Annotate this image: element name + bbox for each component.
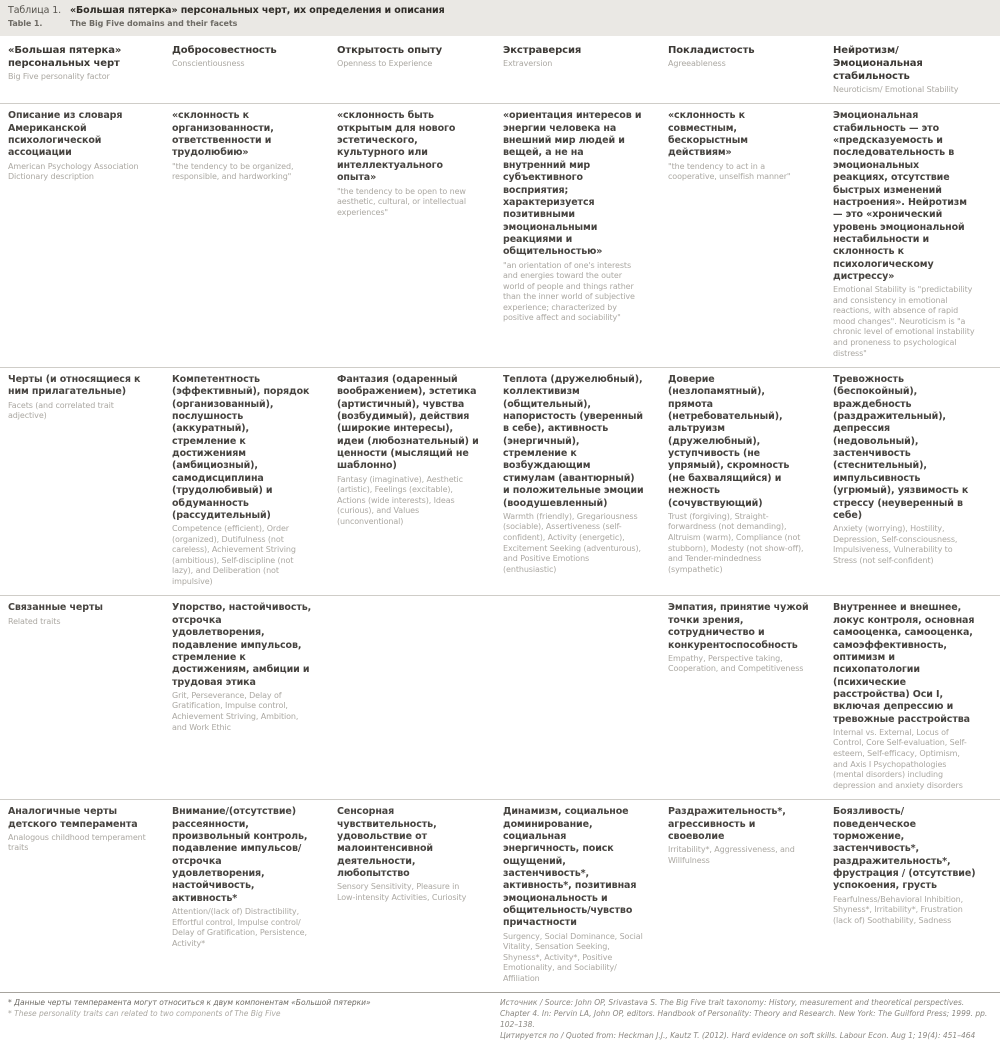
- row-label-ru: Описание из словаря Американской психологической ассоциации: [8, 110, 123, 159]
- cell-en: Irritability*, Aggressiveness, and Willfulness: [668, 845, 795, 865]
- caption-ru: [8, 5, 990, 17]
- cell-ru: Раздражительность*, агрессивность и своеволие: [668, 806, 786, 842]
- cell-en: Sensory Sensitivity, Pleasure in Low-intensity Activities, Curiosity: [337, 882, 467, 902]
- cell-ru: Внимание/(отсутствие) рассеянности, произвольный контроль, подавление импульсов/отсрочка удовлетворения, настойчивость, активность*: [172, 806, 308, 904]
- column-header-extraversion: [495, 44, 660, 100]
- footnote-en: * These personality traits can related to two components of The Big Five: [8, 1009, 281, 1019]
- cell-en: Trust (forgiving), Straight-forwardness (not demanding), Altruism (warm), Compliance (not stubborn), Modesty (not show-off), and Tender-mindedness (sympathetic): [668, 511, 804, 574]
- cell-ru: Сенсорная чувствительность, удовольствие от малоинтенсивной деятельности, любопытство: [337, 806, 437, 879]
- row-dictionary-description: [0, 103, 1000, 367]
- row-label-ru: Аналогичные черты детского темперамента: [8, 806, 138, 830]
- cell-ru: Компетентность (эффективный), порядок (организованный), послушность (аккуратный), стремление к достижениям (амбициозный), самодисциплина (трудолюбивый) и обдуманность (рассудительный): [172, 374, 310, 521]
- cell-en: Fantasy (imaginative), Aesthetic (artistic), Feelings (excitable), Actions (wide interests), Ideas (curious), and Values (unconventional): [337, 474, 463, 527]
- cell-ru: «склонность к организованности, ответственности и трудолюбию»: [172, 110, 274, 159]
- cell-ru: Доверие (незлопамятный), прямота (нетребовательный), альтруизм (дружелюбный), уступчивость (не упрямый), скромность (не бахвалящийся) и нежность (сочувствующий): [668, 374, 790, 509]
- cell-en: Anxiety (worrying), Hostility, Depression, Self-consciousness, Impulsiveness, Vulnerability to Stress (not self-confident): [833, 524, 958, 565]
- cell-ru: Динамизм, социальное доминирование, социальная энергичность, поиск ощущений, застенчивость*, активность*, позитивная эмоциональность и общительность/чувство причастности: [503, 806, 637, 929]
- cell-desc-conscientiousness: [164, 110, 329, 363]
- row-label-en: Related traits: [8, 616, 61, 626]
- cell-facets-agreeableness: [660, 374, 825, 591]
- column-header-ru: Открытость опыту: [337, 44, 443, 56]
- row-label-ru: Связанные черты: [8, 602, 103, 614]
- caption-en: [8, 19, 990, 30]
- column-header-conscientiousness: [164, 44, 329, 100]
- cell-en: Emotional Stability is "predictability and consistency in emotional reactions, with absence of rapid mood changes". Neuroticism is "a chronic level of emotional instability and proneness to psychological distress": [833, 285, 975, 358]
- column-header-en: Agreeableness: [668, 58, 726, 68]
- cell-childhood-agreeableness: [660, 806, 825, 988]
- cell-related-agreeableness: [660, 602, 825, 795]
- column-header-factor: [0, 44, 164, 100]
- cell-en: Fearfulness/Behavioral Inhibition, Shyness*, Irritability*, Frustration (lack of) Soothability, Sadness: [833, 894, 964, 925]
- big-five-table: [0, 36, 1000, 992]
- row-label: [0, 110, 164, 363]
- source-line-2: Chapter 4. In: Pervin LA, John OP, editors. Handbook of Personality: Theory and Research. New York: The Guilford Press; 1999. pp. 102–138.: [500, 1009, 988, 1030]
- column-header-neuroticism: [825, 44, 992, 100]
- row-label: [0, 602, 164, 795]
- cell-ru: «ориентация интересов и энергии человека на внешний мир людей и вещей, а не на внутренний мир субъективного восприятия; характеризуется позитивными эмоциональными реакциями и общительностью»: [503, 110, 642, 258]
- cell-ru: Фантазия (одаренный воображением), эстетика (артистичный), чувства (возбудимый), действия (широкие интересы), идеи (любознательный) и ценности (мыслящий не шаблонно): [337, 374, 479, 472]
- source-line-1: Источник / Source: John OP, Srivastava S. The Big Five trait taxonomy: History, measurement and theoretical perspectives.: [500, 998, 965, 1008]
- cell-ru: Упорство, настойчивость, отсрочка удовлетворения, подавление импульсов, стремление к достижениям, амбиции и трудовая этика: [172, 602, 312, 688]
- cell-en: "an orientation of one's interests and energies toward the outer world of people and things rather than the inner world of subjective experience; characterized by positive affect and sociability": [503, 260, 635, 323]
- caption-ru-number: Таблица 1.: [8, 5, 62, 16]
- cell-childhood-extraversion: [495, 806, 660, 988]
- row-label-en: Analogous childhood temperament traits: [8, 832, 146, 853]
- cell-related-conscientiousness: [164, 602, 329, 795]
- cell-desc-agreeableness: [660, 110, 825, 363]
- source-citation: [500, 998, 990, 1042]
- row-label-en: Facets (and correlated trait adjective): [8, 400, 114, 421]
- cell-facets-conscientiousness: [164, 374, 329, 591]
- cell-en: Competence (efficient), Order (organized), Dutifulness (not careless), Achievement Striving (ambitious), Self-discipline (not lazy), and Deliberation (not impulsive): [172, 524, 296, 586]
- cell-en: Attention/(lack of) Distractibility, Effortful control, Impulse control/ Delay of Gratification, Persistence, Activity*: [172, 906, 307, 948]
- cell-related-neuroticism: [825, 602, 992, 795]
- source-line-3: Цитируется по / Quoted from: Heckman J.J., Kautz T. (2012). Hard evidence on soft skills. Labour Econ. Aug 1; 19(4): 451–464: [500, 1031, 976, 1040]
- column-header-en: Extraversion: [503, 58, 553, 68]
- cell-en: Warmth (friendly), Gregariousness (sociable), Assertiveness (self-confident), Activity (energetic), Excitement Seeking (adventurous), and Positive Emotions (enthusiastic): [503, 511, 641, 574]
- cell-related-openness: [329, 602, 495, 795]
- row-related-traits: [0, 595, 1000, 799]
- cell-childhood-neuroticism: [825, 806, 992, 988]
- column-header-ru: Нейротизм/Эмоциональная стабильность: [833, 44, 923, 82]
- column-header-agreeableness: [660, 44, 825, 100]
- column-header-en: Conscientiousness: [172, 58, 245, 68]
- cell-ru: «склонность к совместным, бескорыстным действиям»: [668, 110, 748, 159]
- cell-ru: Тревожность (беспокойный), враждебность (раздражительный), депрессия (недовольный), застенчивость (стеснительный), импульсивность (угрюмый), уязвимость к стрессу (неуверенный в себе): [833, 374, 969, 521]
- row-label: [0, 374, 164, 591]
- cell-en: Internal vs. External, Locus of Control, Core Self-evaluation, Self-esteem, Self-efficacy, Optimism, and Axis I Psychopathologies (mental disorders) including depression and anxiety disorders: [833, 727, 967, 790]
- cell-en: Empathy, Perspective taking, Cooperation, and Competitiveness: [668, 653, 804, 674]
- cell-en: Grit, Perseverance, Delay of Gratification, Impulse control, Achievement Striving, Ambition, and Work Ethic: [172, 690, 299, 732]
- cell-en: "the tendency to be organized, responsible, and hardworking": [172, 161, 294, 182]
- column-header-openness: [329, 44, 495, 100]
- column-header-ru: Покладистость: [668, 44, 755, 56]
- column-header-ru: «Большая пятерка» персональных черт: [8, 44, 122, 69]
- table-header-row: [0, 36, 1000, 104]
- cell-desc-extraversion: [495, 110, 660, 363]
- cell-ru: Теплота (дружелюбный), коллективизм (общительный), напористость (уверенный в себе), активность (энергичный), стремление к возбуждающим стимулам (авантюрный) и положительные эмоции (воодушевленный): [503, 374, 644, 509]
- caption-en-text: The Big Five domains and their facets: [70, 19, 238, 29]
- column-header-en: Openness to Experience: [337, 58, 433, 68]
- cell-childhood-openness: [329, 806, 495, 988]
- footnote-ru: * Данные черты темперамента могут относиться к двум компонентам «Большой пятерки»: [8, 998, 371, 1008]
- row-label-ru: Черты (и относящиеся к ним прилагательные): [8, 374, 141, 398]
- column-header-en: Big Five personality factor: [8, 71, 110, 81]
- caption-ru-text: «Большая пятерка» персональных черт, их определения и описания: [70, 5, 445, 16]
- row-label-en: American Psychology Association Dictionary description: [8, 161, 139, 182]
- row-facets: [0, 367, 1000, 595]
- column-header-en: Neuroticism/ Emotional Stability: [833, 84, 959, 94]
- cell-facets-extraversion: [495, 374, 660, 591]
- cell-ru: «склонность быть открытым для нового эстетического, культурного или интеллектуального опыта»: [337, 110, 456, 184]
- cell-desc-openness: [329, 110, 495, 363]
- column-header-ru: Экстраверсия: [503, 44, 582, 56]
- table-caption: [0, 0, 1000, 36]
- cell-related-extraversion: [495, 602, 660, 795]
- cell-childhood-conscientiousness: [164, 806, 329, 988]
- footnote: [8, 998, 500, 1042]
- cell-ru: Внутреннее и внешнее, локус контроля, основная самооценка, самооценка, самоэффективность, оптимизм и психопатологии (психические расстройства) Оси I, включая депрессию и тревожные расстройства: [833, 602, 975, 725]
- column-header-ru: Добросовестность: [172, 44, 277, 56]
- row-childhood-temperament: [0, 799, 1000, 992]
- cell-ru: Эмпатия, принятие чужой точки зрения, сотрудничество и конкурентоспособность: [668, 602, 809, 651]
- cell-facets-openness: [329, 374, 495, 591]
- row-label: [0, 806, 164, 988]
- cell-en: "the tendency to act in a cooperative, unselfish manner": [668, 161, 791, 182]
- cell-ru: Боязливость/поведенческое торможение, застенчивость*, раздражительность*, фрустрация / (отсутствие) успокоения, грусть: [833, 806, 976, 892]
- cell-en: Surgency, Social Dominance, Social Vitality, Sensation Seeking, Shyness*, Activity*, Positive Emotionality, and Sociability/ Affiliation: [503, 931, 643, 983]
- cell-en: "the tendency to be open to new aesthetic, cultural, or intellectual experiences": [337, 186, 466, 217]
- caption-en-number: Table 1.: [8, 19, 43, 29]
- cell-facets-neuroticism: [825, 374, 992, 591]
- table-footer: [0, 992, 1000, 1046]
- cell-ru: Эмоциональная стабильность — это «предсказуемость и последовательность в эмоциональных реакциях, отсутствие быстрых изменений настроения». Нейротизм — это «хронический уровень эмоциональной нестабильности и склонность к психологическому дистрессу»: [833, 110, 967, 282]
- cell-desc-neuroticism: [825, 110, 992, 363]
